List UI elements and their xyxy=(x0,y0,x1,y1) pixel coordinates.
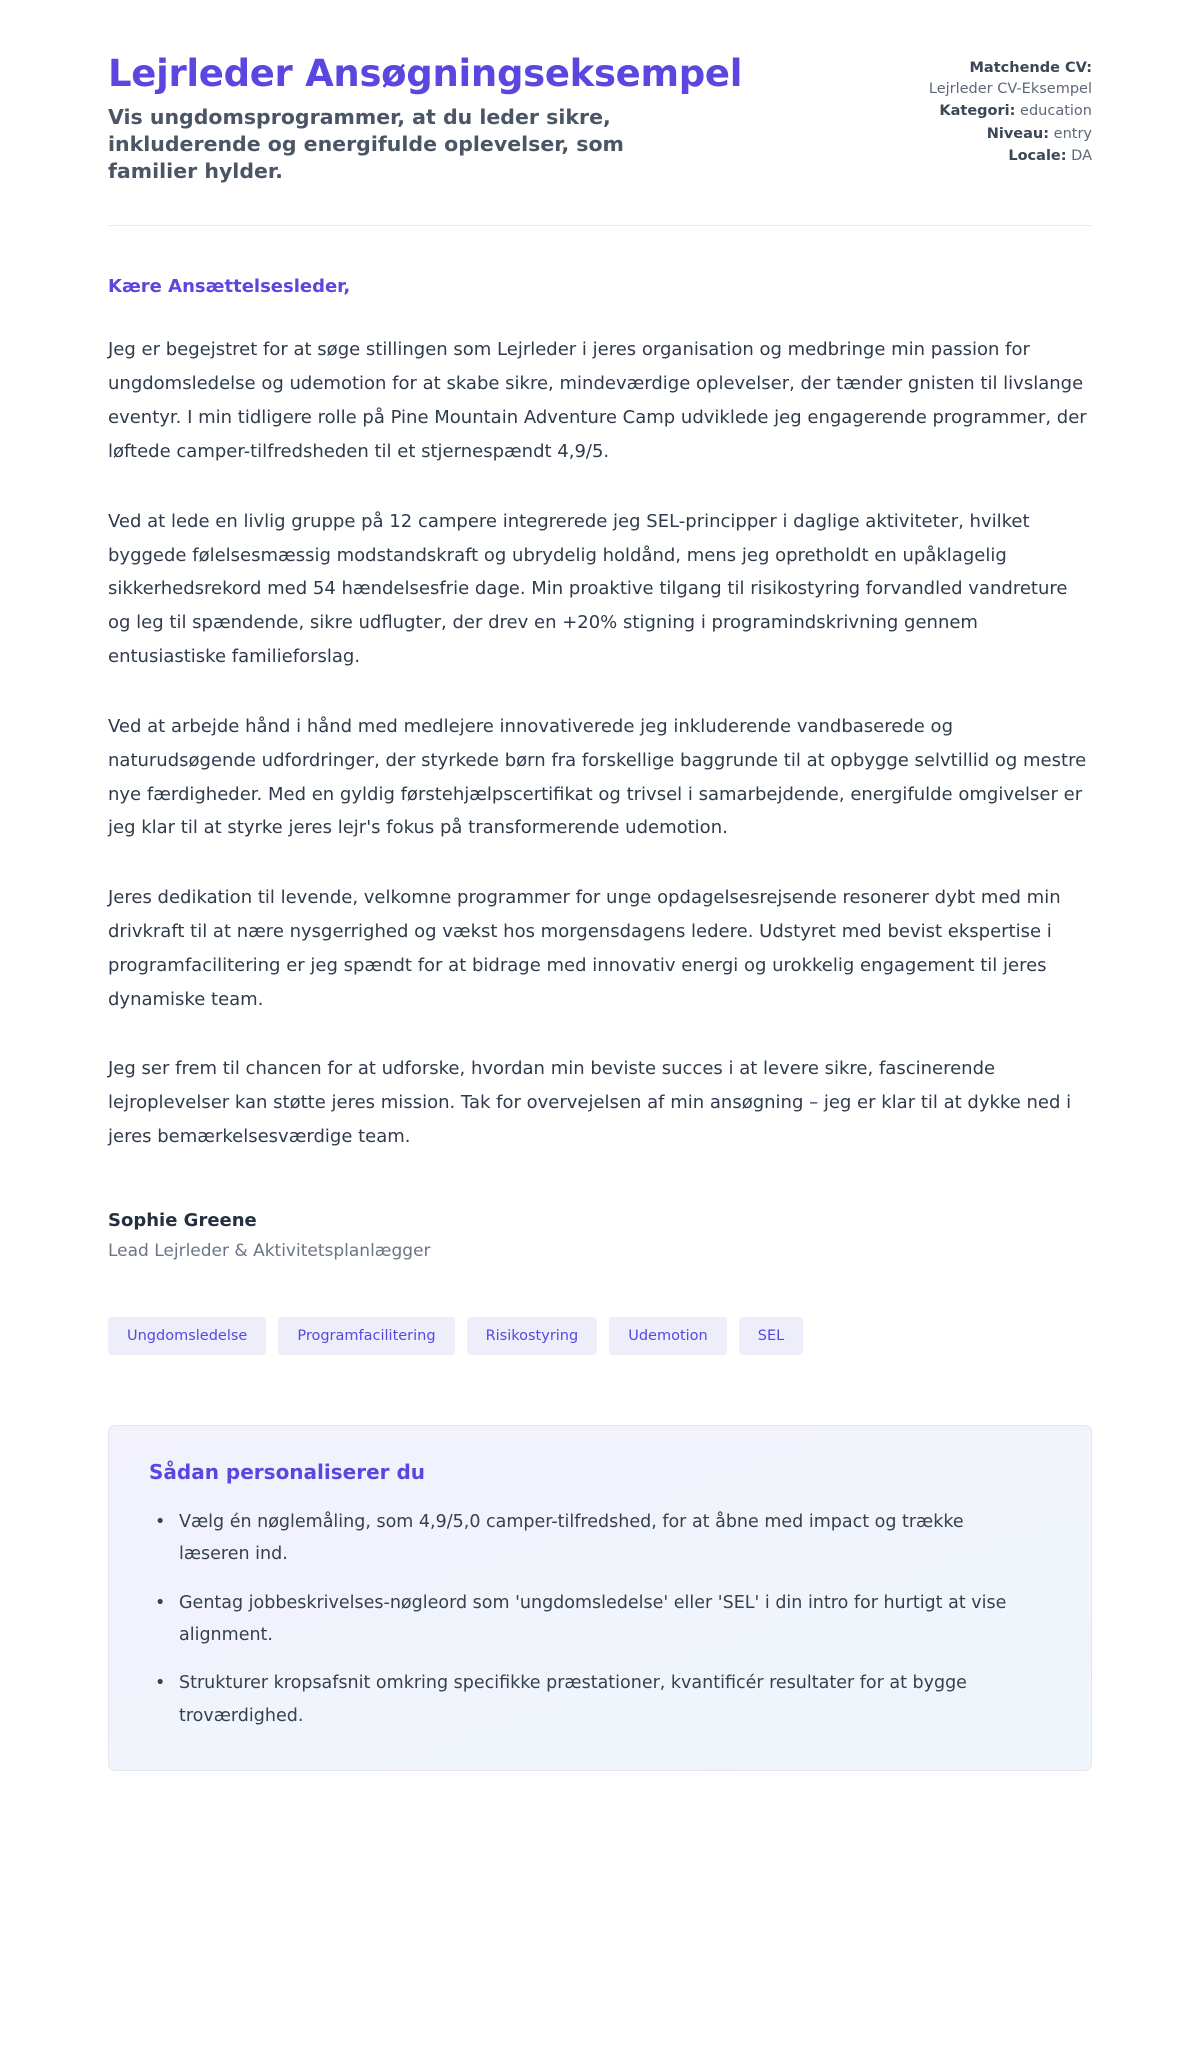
page-title: Lejrleder Ansøgningseksempel xyxy=(108,52,743,95)
meta-level-label: Niveau: xyxy=(986,125,1050,142)
letter-paragraph: Jeg er begejstret for at søge stillingen som Lejrleder i jeres organisation og medbringe min passion for ungdomsledelse og udemotion for at skabe sikre, mindeværdige oplevelser, der tænder gnisten til livslange eventyr. I min tidligere rolle på Pine Mountain Adventure Camp udviklede jeg engagerende programmer, der løftede camper-tilfredsheden til et stjernespændt 4,9/5. xyxy=(108,339,1087,462)
personalization-tips-panel xyxy=(108,1425,1092,1771)
meta-level xyxy=(912,124,1092,145)
page-subtitle: Vis ungdomsprogrammer, at du leder sikre, inkluderende og energifulde oplevelser, som familier hylder. xyxy=(108,104,624,184)
skill-tag[interactable]: Programfacilitering xyxy=(278,1317,454,1355)
meta-level-value: entry xyxy=(1053,125,1092,142)
skill-tag[interactable]: Ungdomsledelse xyxy=(108,1317,266,1355)
document-header xyxy=(108,52,1092,185)
meta-category xyxy=(912,101,1092,122)
header-text-block xyxy=(108,52,868,185)
signature-role: Lead Lejrleder & Aktivitetsplanlægger xyxy=(108,1240,431,1261)
letter-paragraph: Ved at arbejde hånd i hånd med medlejere innovativerede jeg inkluderende vandbaserede og naturudsøgende udfordringer, der styrkede børn fra forskellige baggrunde til at opbygge selvtillid og mestre nye færdigheder. Med en gyldig førstehjælpscertifikat og trivsel i samarbejdende, energifulde omgivelser er jeg klar til at styrke jeres lejr's fokus på transformerende udemotion. xyxy=(108,715,1087,839)
tip-list-item: • Gentag jobbeskrivelses-nøgleord som 'ungdomsledelse' eller 'SEL' i din intro for hurtigt at vise alignment. xyxy=(149,1587,1029,1652)
signature-name: Sophie Greene xyxy=(108,1209,257,1231)
cover-letter-body xyxy=(108,226,1092,1261)
skill-tag[interactable]: SEL xyxy=(739,1317,803,1355)
tip-list-item: • Vælg én nøglemåling, som 4,9/5,0 camper-tilfredshed, for at åbne med impact og trække læseren ind. xyxy=(149,1506,1029,1571)
meta-matching-cv-label: Matchende CV: xyxy=(969,60,1092,76)
meta-locale xyxy=(912,146,1092,167)
meta-locale-value: DA xyxy=(1071,148,1092,165)
tips-panel-title: Sådan personaliserer du xyxy=(149,1459,426,1484)
letter-salutation: Kære Ansættelsesleder, xyxy=(108,276,351,298)
meta-locale-label: Locale: xyxy=(1008,148,1067,165)
tips-list xyxy=(149,1506,1051,1732)
tip-list-item: • Strukturer kropsafsnit omkring specifikke præstationer, kvantificér resultater for at bygge troværdighed. xyxy=(149,1667,1029,1732)
letter-paragraph: Ved at lede en livlig gruppe på 12 campere integrerede jeg SEL-principper i daglige aktiviteter, hvilket byggede følelsesmæssig modstandskraft og ubrydelig holdånd, mens jeg opretholdt en upåklagelig sikkerhedsrekord med 54 hændelsesfrie dage. Min proaktive tilgang til risikostyring forvandled vandreture og leg til spændende, sikre udflugter, der drev en +20% stigning i programindskrivning gennem entusiastiske familieforslag. xyxy=(108,510,1068,668)
meta-matching-cv-value: Lejrleder CV-Eksempel xyxy=(928,80,1092,97)
meta-category-value: education xyxy=(1020,103,1092,120)
letter-paragraph: Jeg ser frem til chancen for at udforske, hvordan min beviste succes i at levere sikre, fascinerende lejroplevelser kan støtte jeres mission. Tak for overvejelsen af min ansøgning – jeg er klar til at dykke ned i jeres bemærkelsesværdige team. xyxy=(108,1058,1072,1148)
document-metadata xyxy=(912,52,1092,169)
skill-tag-list xyxy=(108,1317,1092,1355)
skill-tag[interactable]: Risikostyring xyxy=(467,1317,598,1355)
meta-matching-cv xyxy=(912,58,1092,99)
signature-block xyxy=(108,1210,1092,1261)
meta-category-label: Kategori: xyxy=(939,103,1016,120)
skill-tag[interactable]: Udemotion xyxy=(609,1317,727,1355)
letter-paragraph: Jeres dedikation til levende, velkomne programmer for unge opdagelsesrejsende resonerer dybt med min drivkraft til at nære nysgerrighed og vækst hos morgensdagens ledere. Udstyret med bevist ekspertise i programfacilitering er jeg spændt for at bidrage med innovativ energi og urokkelig engagement til jeres dynamiske team. xyxy=(108,887,1061,1010)
